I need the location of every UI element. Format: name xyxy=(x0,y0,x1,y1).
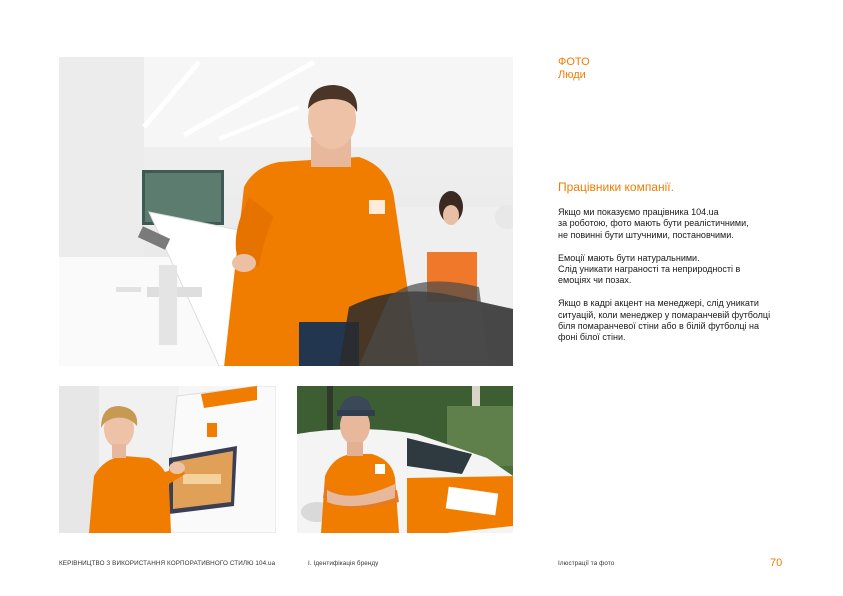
photo-employee-with-car xyxy=(297,386,513,533)
section-title: ФОТО xyxy=(558,56,590,68)
content-body xyxy=(558,207,798,355)
content-heading: Працівники компанії. xyxy=(558,180,674,194)
footer-section: I. Ідентифікація бренду xyxy=(308,560,379,567)
photo-employee-at-kiosk xyxy=(59,386,276,533)
photo-employee-at-counter xyxy=(59,57,513,366)
section-subtitle: Люди xyxy=(558,69,586,81)
section-header xyxy=(558,56,798,82)
footer-chapter: Ілюстрації та фото xyxy=(558,560,615,567)
paragraph: Емоції мають бути натуральними. Слід уникати награності та неприродності в емоціях чи позах. xyxy=(558,252,741,286)
paragraph: Якщо ми показуємо працівника 104.ua за роботою, фото мають бути реалістичними, не повинні бути штучними, постановчими. xyxy=(558,207,749,240)
paragraph: Якщо в кадрі акцент на менеджері, слід уникати ситуацій, коли менеджер у помаранчевій футболці біля помаранчевої стіни або в білій футболці на фоні білої стіни. xyxy=(558,298,771,343)
footer-guide-title: КЕРІВНИЦТВО З ВИКОРИСТАННЯ КОРПОРАТИВНОГО СТИЛЮ 104.ua xyxy=(59,560,276,567)
page-number: 70 xyxy=(770,557,783,569)
